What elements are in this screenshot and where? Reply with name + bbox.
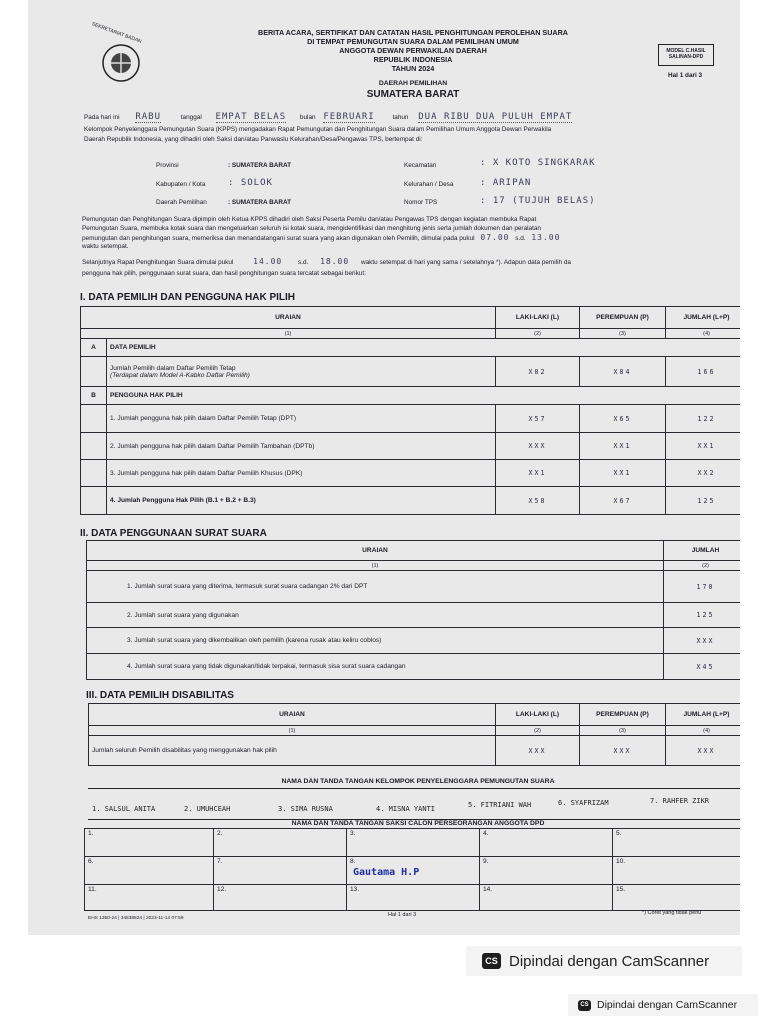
doc-title-1: BERITA ACARA, SERTIFIKAT DAN CATATAN HASIL PENGHITUNGAN PEROLEHAN SUARA [258, 28, 568, 37]
dapil-value: : SUMATERA BARAT [228, 199, 292, 206]
s3-r1-text: Jumlah seluruh Pemilih disabilitas yang menggunakan hak pilih [89, 736, 496, 766]
s3-num-1: (1) [89, 726, 496, 736]
saksi-14: 14. [479, 885, 612, 911]
tps-value: : 17 (TUJUH BELAS) [480, 196, 596, 206]
logo-text: SEKRETARIAT BADAN [90, 21, 143, 45]
saksi-8-cell [346, 857, 479, 885]
s2-num-2: (2) [664, 561, 741, 571]
s3-col-jml: JUMLAH (L+P) [666, 704, 741, 726]
s2-r4-val: X45 [664, 654, 741, 680]
kpps-sign-5: 5. FITRIANI WAH [468, 801, 532, 809]
saksi-4: 4. [479, 829, 612, 857]
s1-b-spacer-4 [81, 487, 107, 515]
s1-b3-l: XX1 [496, 460, 580, 487]
footer-center: Hal 1 dari 3 [388, 912, 417, 918]
s1-a1-cell [107, 357, 496, 387]
s1-b1-p: X65 [580, 405, 666, 433]
month-label: bulan [299, 114, 316, 121]
s3-col-p: PEREMPUAN (P) [580, 704, 666, 726]
kpps-sign-2: 2. UMUHCEAH [184, 805, 231, 813]
s1-b-title: PENGGUNA HAK PILIH [107, 387, 741, 405]
camscanner-watermark-large [466, 946, 742, 976]
footer-right: *) Coret yang tidak perlu [642, 910, 702, 916]
daerah-label: DAERAH PEMILIHAN [378, 80, 448, 87]
year-label: tahun [392, 114, 409, 121]
s1-col-uraian: URAIAN [81, 307, 496, 329]
provinsi-label: Provinsi [156, 162, 179, 169]
s1-a1-note: (Terdapat dalam Model A-Kabko Daftar Pemilih) [110, 371, 250, 379]
camscanner-text-large: Dipindai dengan CamScanner [509, 952, 710, 970]
saksi-table [84, 828, 740, 911]
doc-title-2: DI TEMPAT PEMUNGUTAN SUARA DALAM PEMILIHAN UMUM [307, 37, 519, 46]
kecamatan-value: : X KOTO SINGKARAK [480, 158, 596, 168]
kabupaten-value: : SOLOK [228, 178, 273, 188]
saksi-10: 10. [612, 857, 740, 885]
camscanner-logo-icon: CS [482, 953, 501, 969]
s1-b-label: B [81, 387, 107, 405]
s2-r3-text: 3. Jumlah surat suara yang dikembalikan oleh pemilih (karena rusak atau keliru coblos) [87, 628, 664, 654]
provinsi-value: : SUMATERA BARAT [228, 162, 292, 169]
day-value: RABU [135, 112, 161, 122]
s1-num-4: (4) [666, 329, 741, 339]
saksi-5: 5. [612, 829, 740, 857]
intro-text-2: Daerah Republik Indonesia, yang dihadiri oleh Saksi dan/atau Panwaslu Kelurahan/Desa/Pengawas TPS, bertempat di: [84, 136, 423, 143]
body-text-1: Pemungutan dan Penghitungan Suara dipimpin oleh Ketua KPPS dihadiri oleh Saksi Peserta Pemilu dan/atau Pengawas TPS dengan kegiatan membuka Rapat [82, 216, 537, 223]
count-start: 14.00 [253, 258, 283, 266]
scanned-document [28, 0, 740, 935]
start-time: 07.00 [480, 234, 510, 242]
month-value: FEBRUARI [323, 112, 375, 122]
page-number: Hal 1 dari 3 [668, 72, 703, 79]
kpps-sign-title: NAMA DAN TANDA TANGAN KELOMPOK PENYELENGGARA PEMUNGUTAN SUARA [281, 778, 555, 785]
saksi-sign-title: NAMA DAN TANDA TANGAN SAKSI CALON PERSEORANGAN ANGGOTA DPD [291, 820, 545, 827]
s1-b4-j: 125 [666, 487, 741, 515]
section-1-table [80, 306, 740, 515]
s1-b1-j: 122 [666, 405, 741, 433]
s1-b-spacer-3 [81, 460, 107, 487]
body-text-2: Pemungutan Suara, membuka kotak suara dan mengeluarkan seluruh isi kotak suara, mengidentifikasi dan menghitung jenis serta jumlah dokumen dan peralatan [82, 225, 541, 232]
kecamatan-label: Kecamatan [404, 162, 437, 169]
sd-label-2: s.d. [298, 259, 309, 266]
kpps-sign-3: 3. SIMA RUSNA [278, 805, 333, 813]
count-end: 18.00 [320, 258, 350, 266]
kabupaten-label: Kabupaten / Kota [156, 181, 206, 188]
daerah-value: SUMATERA BARAT [366, 89, 460, 100]
day-label: Pada hari ini [84, 114, 120, 121]
s1-b1-l: X57 [496, 405, 580, 433]
saksi-8-signature: Gautama H.P [352, 867, 420, 878]
s1-a1-text: Jumlah Pemilih dalam Daftar Pemilih Tetap [110, 364, 236, 372]
s3-num-2: (2) [496, 726, 580, 736]
footer-left: EHS 1350-24 | 34838824 | 2023-11-14 07:59 [88, 916, 184, 921]
section-3-table [88, 703, 740, 766]
s1-b4-text: 4. Jumlah Pengguna Hak Pilih (B.1 + B.2 + B.3) [107, 487, 496, 515]
saksi-1: 1. [85, 829, 214, 857]
kpps-sign-7: 7. RAHFER ZIKR [650, 797, 710, 805]
s2-r1-val: 170 [664, 571, 741, 603]
s1-b2-text: 2. Jumlah pengguna hak pilih dalam Daftar Pemilih Tambahan (DPTb) [107, 433, 496, 460]
intro-line [84, 114, 734, 122]
s1-a-spacer [81, 357, 107, 387]
saksi-12: 12. [214, 885, 347, 911]
s2-r3-val: XXX [664, 628, 741, 654]
s1-b4-l: X58 [496, 487, 580, 515]
section-2-table [86, 540, 740, 680]
s3-r1-p: XXX [580, 736, 666, 766]
body-text-3 [82, 234, 740, 243]
s1-col-l: LAKI-LAKI (L) [496, 307, 580, 329]
s2-r4-text: 4. Jumlah surat suara yang tidak digunakan/tidak terpakai, termasuk sisa surat suara cadangan [87, 654, 664, 680]
s1-b2-l: XXX [496, 433, 580, 460]
s1-num-1: (1) [81, 329, 496, 339]
saksi-13: 13. [346, 885, 479, 911]
saksi-11: 11. [85, 885, 214, 911]
s1-a-label: A [81, 339, 107, 357]
section-3-title: III. DATA PEMILIH DISABILITAS [86, 690, 234, 701]
s3-num-3: (3) [580, 726, 666, 736]
s2-r2-text: 2. Jumlah surat suara yang digunakan [87, 603, 664, 628]
saksi-8: 8. [349, 858, 356, 865]
model-box [658, 44, 714, 66]
camscanner-logo-icon-small: CS [578, 1000, 591, 1011]
saksi-6: 6. [85, 857, 214, 885]
s1-b4-p: X67 [580, 487, 666, 515]
saksi-3: 3. [346, 829, 479, 857]
kpps-sign-4: 4. MISNA YANTI [376, 805, 436, 813]
s1-b3-text: 3. Jumlah pengguna hak pilih dalam Daftar Pemilih Khusus (DPK) [107, 460, 496, 487]
s3-col-l: LAKI-LAKI (L) [496, 704, 580, 726]
body-text-6: pengguna hak pilih, penggunaan surat suara, dan hasil penghitungan suara tercatat sebagai berikut: [82, 270, 366, 277]
saksi-7: 7. [214, 857, 347, 885]
kelurahan-value: : ARIPAN [480, 178, 532, 188]
s1-b2-j: XX1 [666, 433, 741, 460]
s3-num-4: (4) [666, 726, 741, 736]
s1-b-spacer-2 [81, 433, 107, 460]
s3-col-uraian: URAIAN [89, 704, 496, 726]
s1-a1-l: X82 [496, 357, 580, 387]
body-text-5-tail: waktu setempat di hari yang sama / setelahnya *). Adapun data pemilih da [360, 259, 571, 266]
s2-num-1: (1) [87, 561, 664, 571]
body-text-5-main: Selanjutnya Rapat Penghitungan Suara dimulai pukul [82, 259, 234, 266]
saksi-15: 15. [612, 885, 740, 911]
s1-b2-p: XX1 [580, 433, 666, 460]
tps-label: Nomor TPS [404, 199, 438, 206]
s1-b3-p: XX1 [580, 460, 666, 487]
s1-a1-p: X84 [580, 357, 666, 387]
s1-b3-j: XX2 [666, 460, 741, 487]
camscanner-watermark-small [568, 994, 758, 1016]
s1-num-2: (2) [496, 329, 580, 339]
doc-title-4: REPUBLIK INDONESIA [373, 55, 453, 64]
s1-b-spacer-1 [81, 405, 107, 433]
s1-b1-text: 1. Jumlah pengguna hak pilih dalam Daftar Pemilih Tetap (DPT) [107, 405, 496, 433]
date-label: tanggal [180, 114, 202, 121]
s1-col-jml: JUMLAH (L+P) [666, 307, 741, 329]
intro-text-1: Kelompok Penyelenggara Pemungutan Suara (KPPS) mengadakan Rapat Pemungutan dan Penghitungan Suara dalam Pemilihan Umum Anggota Dewan Perwakila [84, 126, 552, 133]
year-value: DUA RIBU DUA PULUH EMPAT [418, 112, 573, 122]
kpps-sign-6: 6. SYAFRIZAM [558, 799, 609, 807]
s3-r1-j: XXX [666, 736, 741, 766]
saksi-9: 9. [479, 857, 612, 885]
section-2-title: II. DATA PENGGUNAAN SURAT SUARA [80, 528, 267, 539]
camscanner-text-small: Dipindai dengan CamScanner [597, 999, 738, 1011]
kpps-sign-row [88, 788, 740, 820]
s1-col-p: PEREMPUAN (P) [580, 307, 666, 329]
body-text-4: waktu setempat. [82, 243, 129, 250]
sd-label: s.d. [515, 235, 526, 242]
kelurahan-label: Kelurahan / Desa [404, 181, 454, 188]
s2-col-uraian: URAIAN [87, 541, 664, 561]
s2-r1-text: 1. Jumlah surat suara yang diterima, termasuk surat suara cadangan 2% dari DPT [87, 571, 664, 603]
s2-col-jml: JUMLAH [664, 541, 741, 561]
s1-num-3: (3) [580, 329, 666, 339]
s3-r1-l: XXX [496, 736, 580, 766]
kpps-sign-1: 1. SALSUL ANITA [92, 805, 156, 813]
date-value: EMPAT BELAS [215, 112, 287, 122]
end-time: 13.00 [531, 234, 561, 242]
s1-a-title: DATA PEMILIH [107, 339, 741, 357]
section-1-title: I. DATA PEMILIH DAN PENGGUNA HAK PILIH [80, 292, 295, 303]
dapil-label: Daerah Pemilihan [156, 199, 207, 206]
doc-title-3: ANGGOTA DEWAN PERWAKILAN DAERAH [339, 46, 487, 55]
saksi-2: 2. [214, 829, 347, 857]
doc-title-5: TAHUN 2024 [391, 64, 435, 73]
s2-r2-val: 125 [664, 603, 741, 628]
body-text-3-main: pemungutan dan penghitungan suara, memeriksa dan menandatangani surat suara yang akan digunakan oleh Pemilih, dimulai pada pukul [82, 235, 475, 242]
model-box-text: MODEL C.HASIL SALINAN-DPD [666, 48, 706, 60]
body-text-5 [82, 258, 740, 267]
s1-a1-j: 166 [666, 357, 741, 387]
